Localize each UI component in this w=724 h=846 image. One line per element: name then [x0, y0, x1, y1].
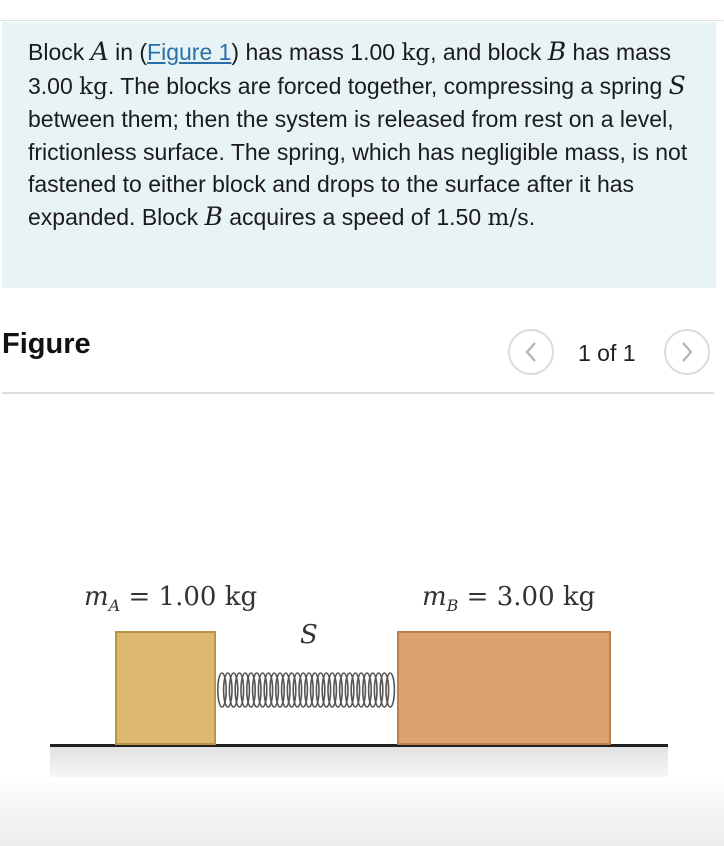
block-a — [115, 631, 216, 745]
spring-label: S — [300, 620, 318, 650]
mass-b-label: $m_B = 3.00$ kg — [422, 582, 596, 616]
ground-shadow — [50, 747, 668, 777]
page-fade — [0, 776, 724, 846]
var-b: B — [547, 37, 567, 66]
unit-speed: m/s — [487, 204, 529, 231]
figure-heading: Figure — [2, 328, 91, 360]
chevron-left-icon — [524, 341, 538, 363]
problem-text: . The blocks are forced together, compressing a spring — [107, 72, 669, 99]
unit-kg: kg — [79, 73, 108, 100]
problem-text: , and block — [430, 39, 548, 65]
problem-text: has mass 3.00 — [28, 39, 671, 99]
top-divider — [0, 20, 724, 21]
chevron-right-icon — [680, 341, 694, 363]
problem-text: ) has mass 1.00 — [231, 39, 402, 65]
problem-text: acquires a speed of 1.50 — [222, 203, 488, 230]
var-s: S — [668, 70, 686, 100]
mass-a-label: $m_A = 1.00$ kg — [84, 582, 258, 616]
unit-kg: kg — [401, 40, 431, 66]
previous-figure-button[interactable] — [508, 329, 554, 375]
problem-text: in ( — [108, 39, 148, 65]
problem-text: Block — [28, 39, 91, 65]
figure-pager: 1 of 1 — [578, 340, 636, 366]
block-b — [397, 631, 611, 745]
problem-text: between them; then the system is released from rest on a level, frictionless surface. The spring, which has negligible mass, is not fastened to either block and drops to the surface after it has expanded. Block — [28, 106, 688, 230]
var-a: A — [90, 37, 109, 66]
next-figure-button[interactable] — [664, 329, 710, 375]
var-b: B — [204, 201, 223, 231]
spring-coil — [214, 662, 400, 718]
figure-1-link[interactable]: Figure 1 — [147, 39, 232, 65]
problem-text: . — [528, 203, 536, 230]
problem-statement — [2, 22, 716, 288]
